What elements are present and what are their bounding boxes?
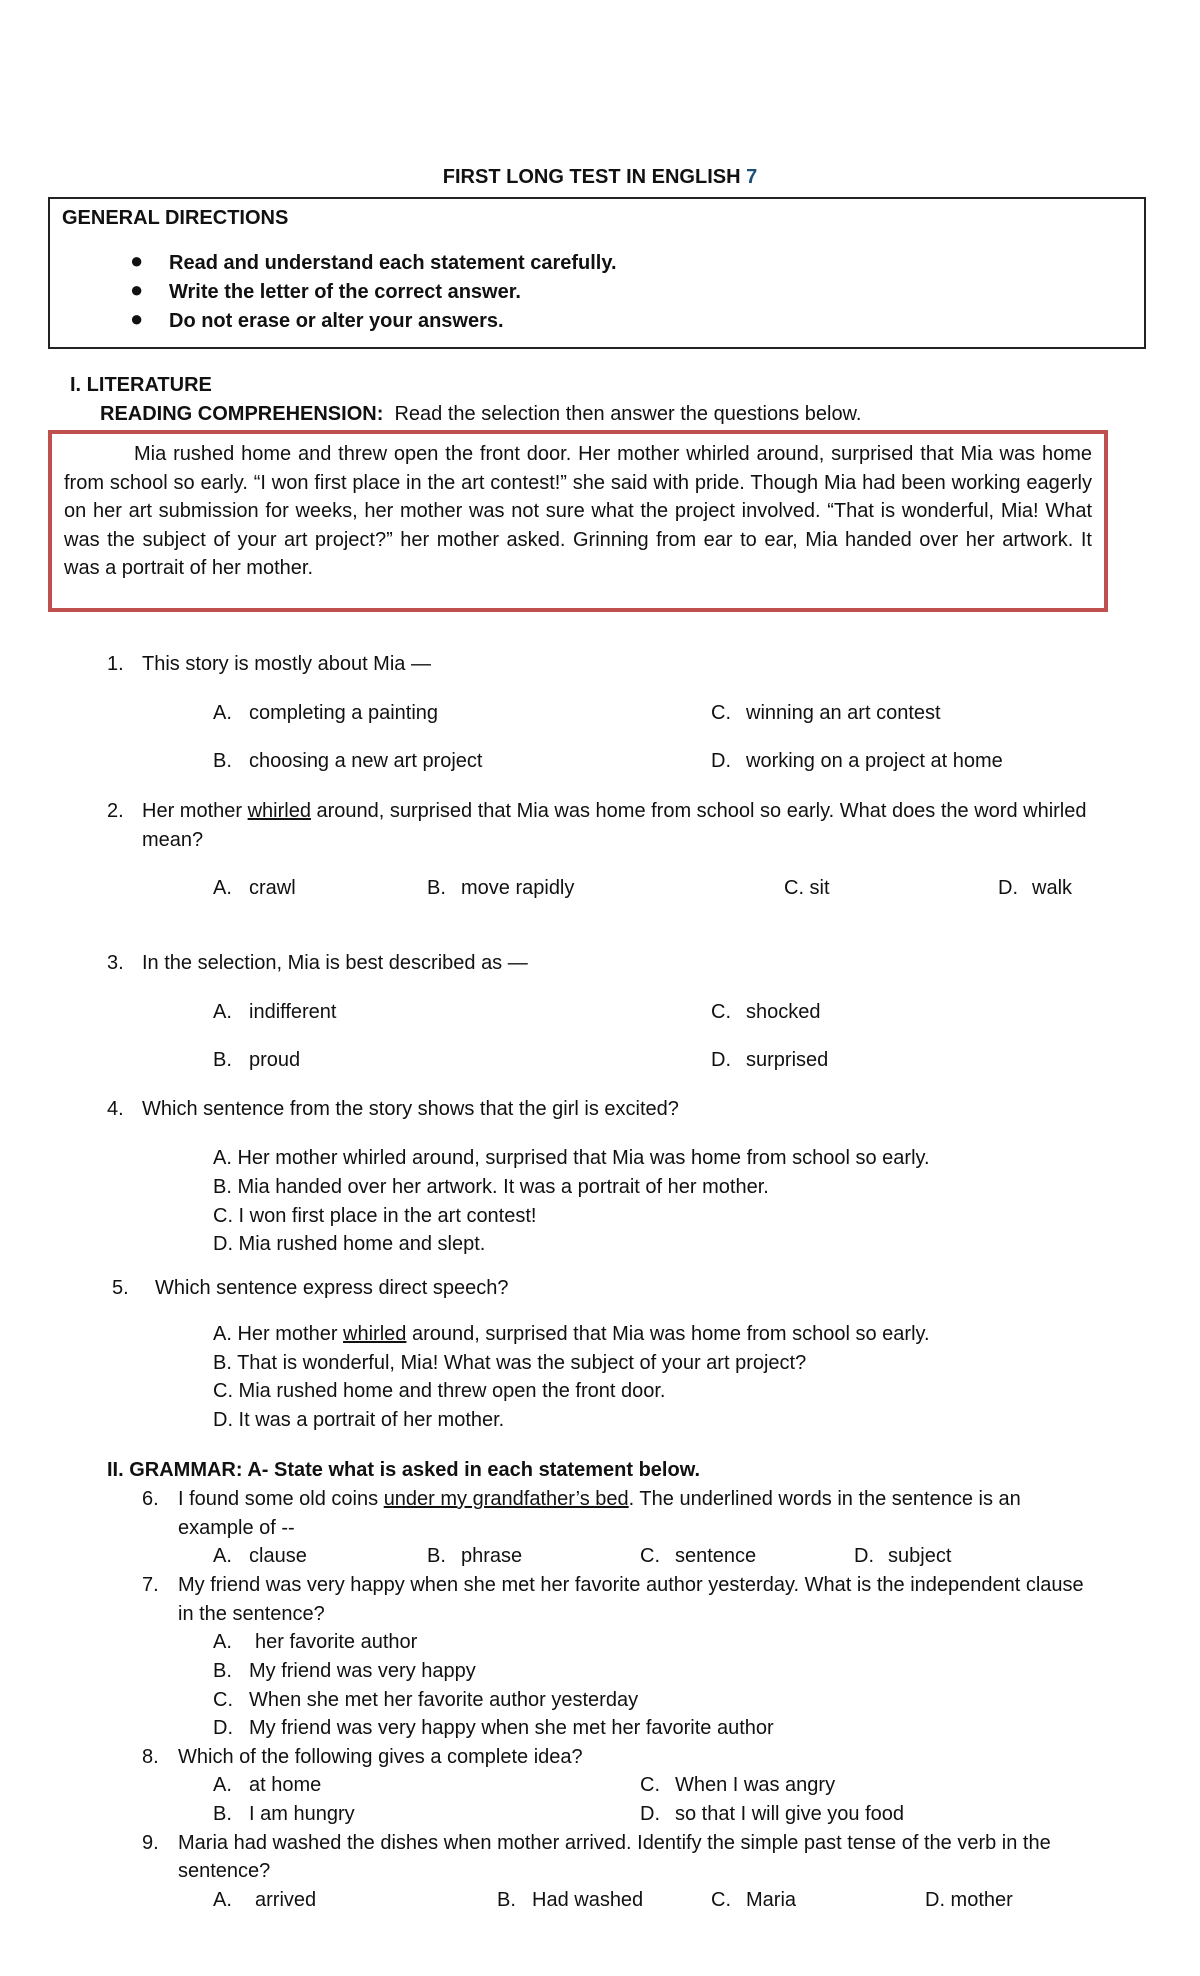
question-text: In the selection, Mia is best described as — bbox=[142, 952, 528, 974]
option-text: surprised bbox=[746, 1049, 829, 1071]
option-text: completing a painting bbox=[249, 702, 439, 724]
option-text: arrived bbox=[255, 1889, 317, 1911]
question-text-cont: mean? bbox=[142, 829, 204, 851]
option-letter: C. bbox=[640, 1774, 660, 1796]
option-letter: B. bbox=[213, 1803, 232, 1825]
option-letter: B. bbox=[497, 1889, 516, 1911]
option-text: her favorite author bbox=[255, 1631, 418, 1653]
reading-passage bbox=[48, 430, 1108, 612]
option-letter: B. bbox=[213, 750, 232, 772]
option-letter: C. bbox=[711, 1001, 731, 1023]
option-letter: A. bbox=[213, 877, 232, 899]
option-text: crawl bbox=[249, 877, 296, 899]
question-number: 7. bbox=[142, 1574, 159, 1596]
option-letter: C. bbox=[640, 1545, 660, 1567]
option-letter: D. bbox=[854, 1545, 874, 1567]
option-text: C. sit bbox=[784, 877, 830, 899]
bullet-icon: ● bbox=[130, 277, 144, 302]
option-letter: A. bbox=[213, 1774, 232, 1796]
option-text: at home bbox=[249, 1774, 322, 1796]
option-text: sentence bbox=[675, 1545, 757, 1567]
passage-text: Mia rushed home and threw open the front door. Her mother whirled around, surprised that Mia was home from school so early. “I won first place in the art contest!” she said with pride. Though Mia had been working eagerly on her art submission for weeks, her mother was not sure what the project involved. “That is wonderful, Mia! What was the subject of your art project?” her mother asked. Grinning from ear to ear, Mia handed over her artwork. It was a portrait of her mother. bbox=[64, 443, 1092, 579]
option-text: D. It was a portrait of her mother. bbox=[213, 1409, 505, 1431]
option-text: walk bbox=[1032, 877, 1073, 899]
option-text: D. Mia rushed home and slept. bbox=[213, 1233, 486, 1255]
question-text-cont: example of -- bbox=[178, 1517, 295, 1539]
option-text: so that I will give you food bbox=[675, 1803, 905, 1825]
question-text-cont: sentence? bbox=[178, 1860, 271, 1882]
option-text: choosing a new art project bbox=[249, 750, 483, 772]
option-letter: D. bbox=[711, 1049, 731, 1071]
option-letter: D. bbox=[213, 1717, 233, 1739]
option-text: B. Mia handed over her artwork. It was a portrait of her mother. bbox=[213, 1176, 769, 1198]
option-letter: D. bbox=[640, 1803, 660, 1825]
option-letter: A. bbox=[213, 1889, 232, 1911]
option-text: indifferent bbox=[249, 1001, 337, 1023]
option-letter: A. bbox=[213, 1001, 232, 1023]
option-letter: B. bbox=[427, 1545, 446, 1567]
option-text: proud bbox=[249, 1049, 301, 1071]
question-number: 8. bbox=[142, 1746, 159, 1768]
option-text: When she met her favorite author yesterday bbox=[249, 1689, 639, 1711]
option-letter: C. bbox=[213, 1689, 233, 1711]
option-letter: A. bbox=[213, 1545, 232, 1567]
question-text: This story is mostly about Mia — bbox=[142, 653, 431, 675]
underlined-word: whirled bbox=[247, 800, 311, 822]
section-literature-heading: I. LITERATURE bbox=[70, 374, 212, 396]
option-text: shocked bbox=[746, 1001, 821, 1023]
option-text: A. Her mother whirled around, surprised that Mia was home from school so early. bbox=[213, 1323, 930, 1345]
question-text: Which sentence express direct speech? bbox=[155, 1277, 509, 1299]
option-text: clause bbox=[249, 1545, 307, 1567]
grade-number: 7 bbox=[746, 166, 758, 188]
option-letter: C. bbox=[711, 1889, 731, 1911]
question-text: I found some old coins under my grandfather’s bed. The underlined words in the sentence is an bbox=[178, 1488, 1021, 1510]
reading-comprehension-instruction: READING COMPREHENSION: Read the selection then answer the questions below. bbox=[100, 403, 862, 425]
option-letter: D. bbox=[998, 877, 1018, 899]
question-number: 6. bbox=[142, 1488, 159, 1510]
option-text: subject bbox=[888, 1545, 952, 1567]
option-text: move rapidly bbox=[461, 877, 575, 899]
option-letter: D. bbox=[711, 750, 731, 772]
page-title: FIRST LONG TEST IN ENGLISH 7 bbox=[442, 166, 758, 188]
question-text: Maria had washed the dishes when mother arrived. Identify the simple past tense of the verb in the bbox=[178, 1832, 1051, 1854]
option-text: My friend was very happy when she met her favorite author bbox=[249, 1717, 774, 1739]
option-text: D. mother bbox=[925, 1889, 1013, 1911]
underlined-phrase: under my grandfather’s bed bbox=[383, 1488, 629, 1510]
direction-item: Read and understand each statement carefully. bbox=[169, 252, 617, 274]
option-letter: C. bbox=[711, 702, 731, 724]
directions-heading: GENERAL DIRECTIONS bbox=[62, 207, 289, 229]
underlined-word: whirled bbox=[343, 1323, 407, 1345]
option-text: working on a project at home bbox=[746, 750, 1003, 772]
question-text-cont: in the sentence? bbox=[178, 1603, 325, 1625]
option-letter: B. bbox=[427, 877, 446, 899]
option-text: I am hungry bbox=[249, 1803, 355, 1825]
bullet-icon: ● bbox=[130, 306, 144, 331]
question-number: 3. bbox=[107, 952, 124, 974]
option-letter: A. bbox=[213, 702, 232, 724]
option-text: Maria bbox=[746, 1889, 797, 1911]
question-number: 1. bbox=[107, 653, 124, 675]
bullet-icon: ● bbox=[130, 248, 144, 273]
option-letter: B. bbox=[213, 1049, 232, 1071]
option-text: A. Her mother whirled around, surprised that Mia was home from school so early. bbox=[213, 1147, 930, 1169]
option-text: C. I won first place in the art contest! bbox=[213, 1205, 537, 1227]
question-text: My friend was very happy when she met her favorite author yesterday. What is the independent clause bbox=[178, 1574, 1084, 1596]
question-number: 4. bbox=[107, 1098, 124, 1120]
option-text: phrase bbox=[461, 1545, 523, 1567]
question-number: 2. bbox=[107, 800, 124, 822]
option-text: B. That is wonderful, Mia! What was the subject of your art project? bbox=[213, 1352, 807, 1374]
question-text: Her mother whirled around, surprised that Mia was home from school so early. What does the word whirled bbox=[142, 800, 1087, 822]
section-grammar-heading: II. GRAMMAR: A- State what is asked in each statement below. bbox=[107, 1459, 701, 1481]
option-text: When I was angry bbox=[675, 1774, 836, 1796]
question-text: Which of the following gives a complete idea? bbox=[178, 1746, 583, 1768]
question-number: 5. bbox=[112, 1277, 129, 1299]
option-letter: A. bbox=[213, 1631, 232, 1653]
direction-item: Write the letter of the correct answer. bbox=[169, 281, 521, 303]
question-number: 9. bbox=[142, 1832, 159, 1854]
option-letter: B. bbox=[213, 1660, 232, 1682]
option-text: C. Mia rushed home and threw open the front door. bbox=[213, 1380, 666, 1402]
option-text: My friend was very happy bbox=[249, 1660, 476, 1682]
question-text: Which sentence from the story shows that the girl is excited? bbox=[142, 1098, 679, 1120]
option-text: Had washed bbox=[532, 1889, 644, 1911]
option-text: winning an art contest bbox=[746, 702, 941, 724]
direction-item: Do not erase or alter your answers. bbox=[169, 310, 504, 332]
